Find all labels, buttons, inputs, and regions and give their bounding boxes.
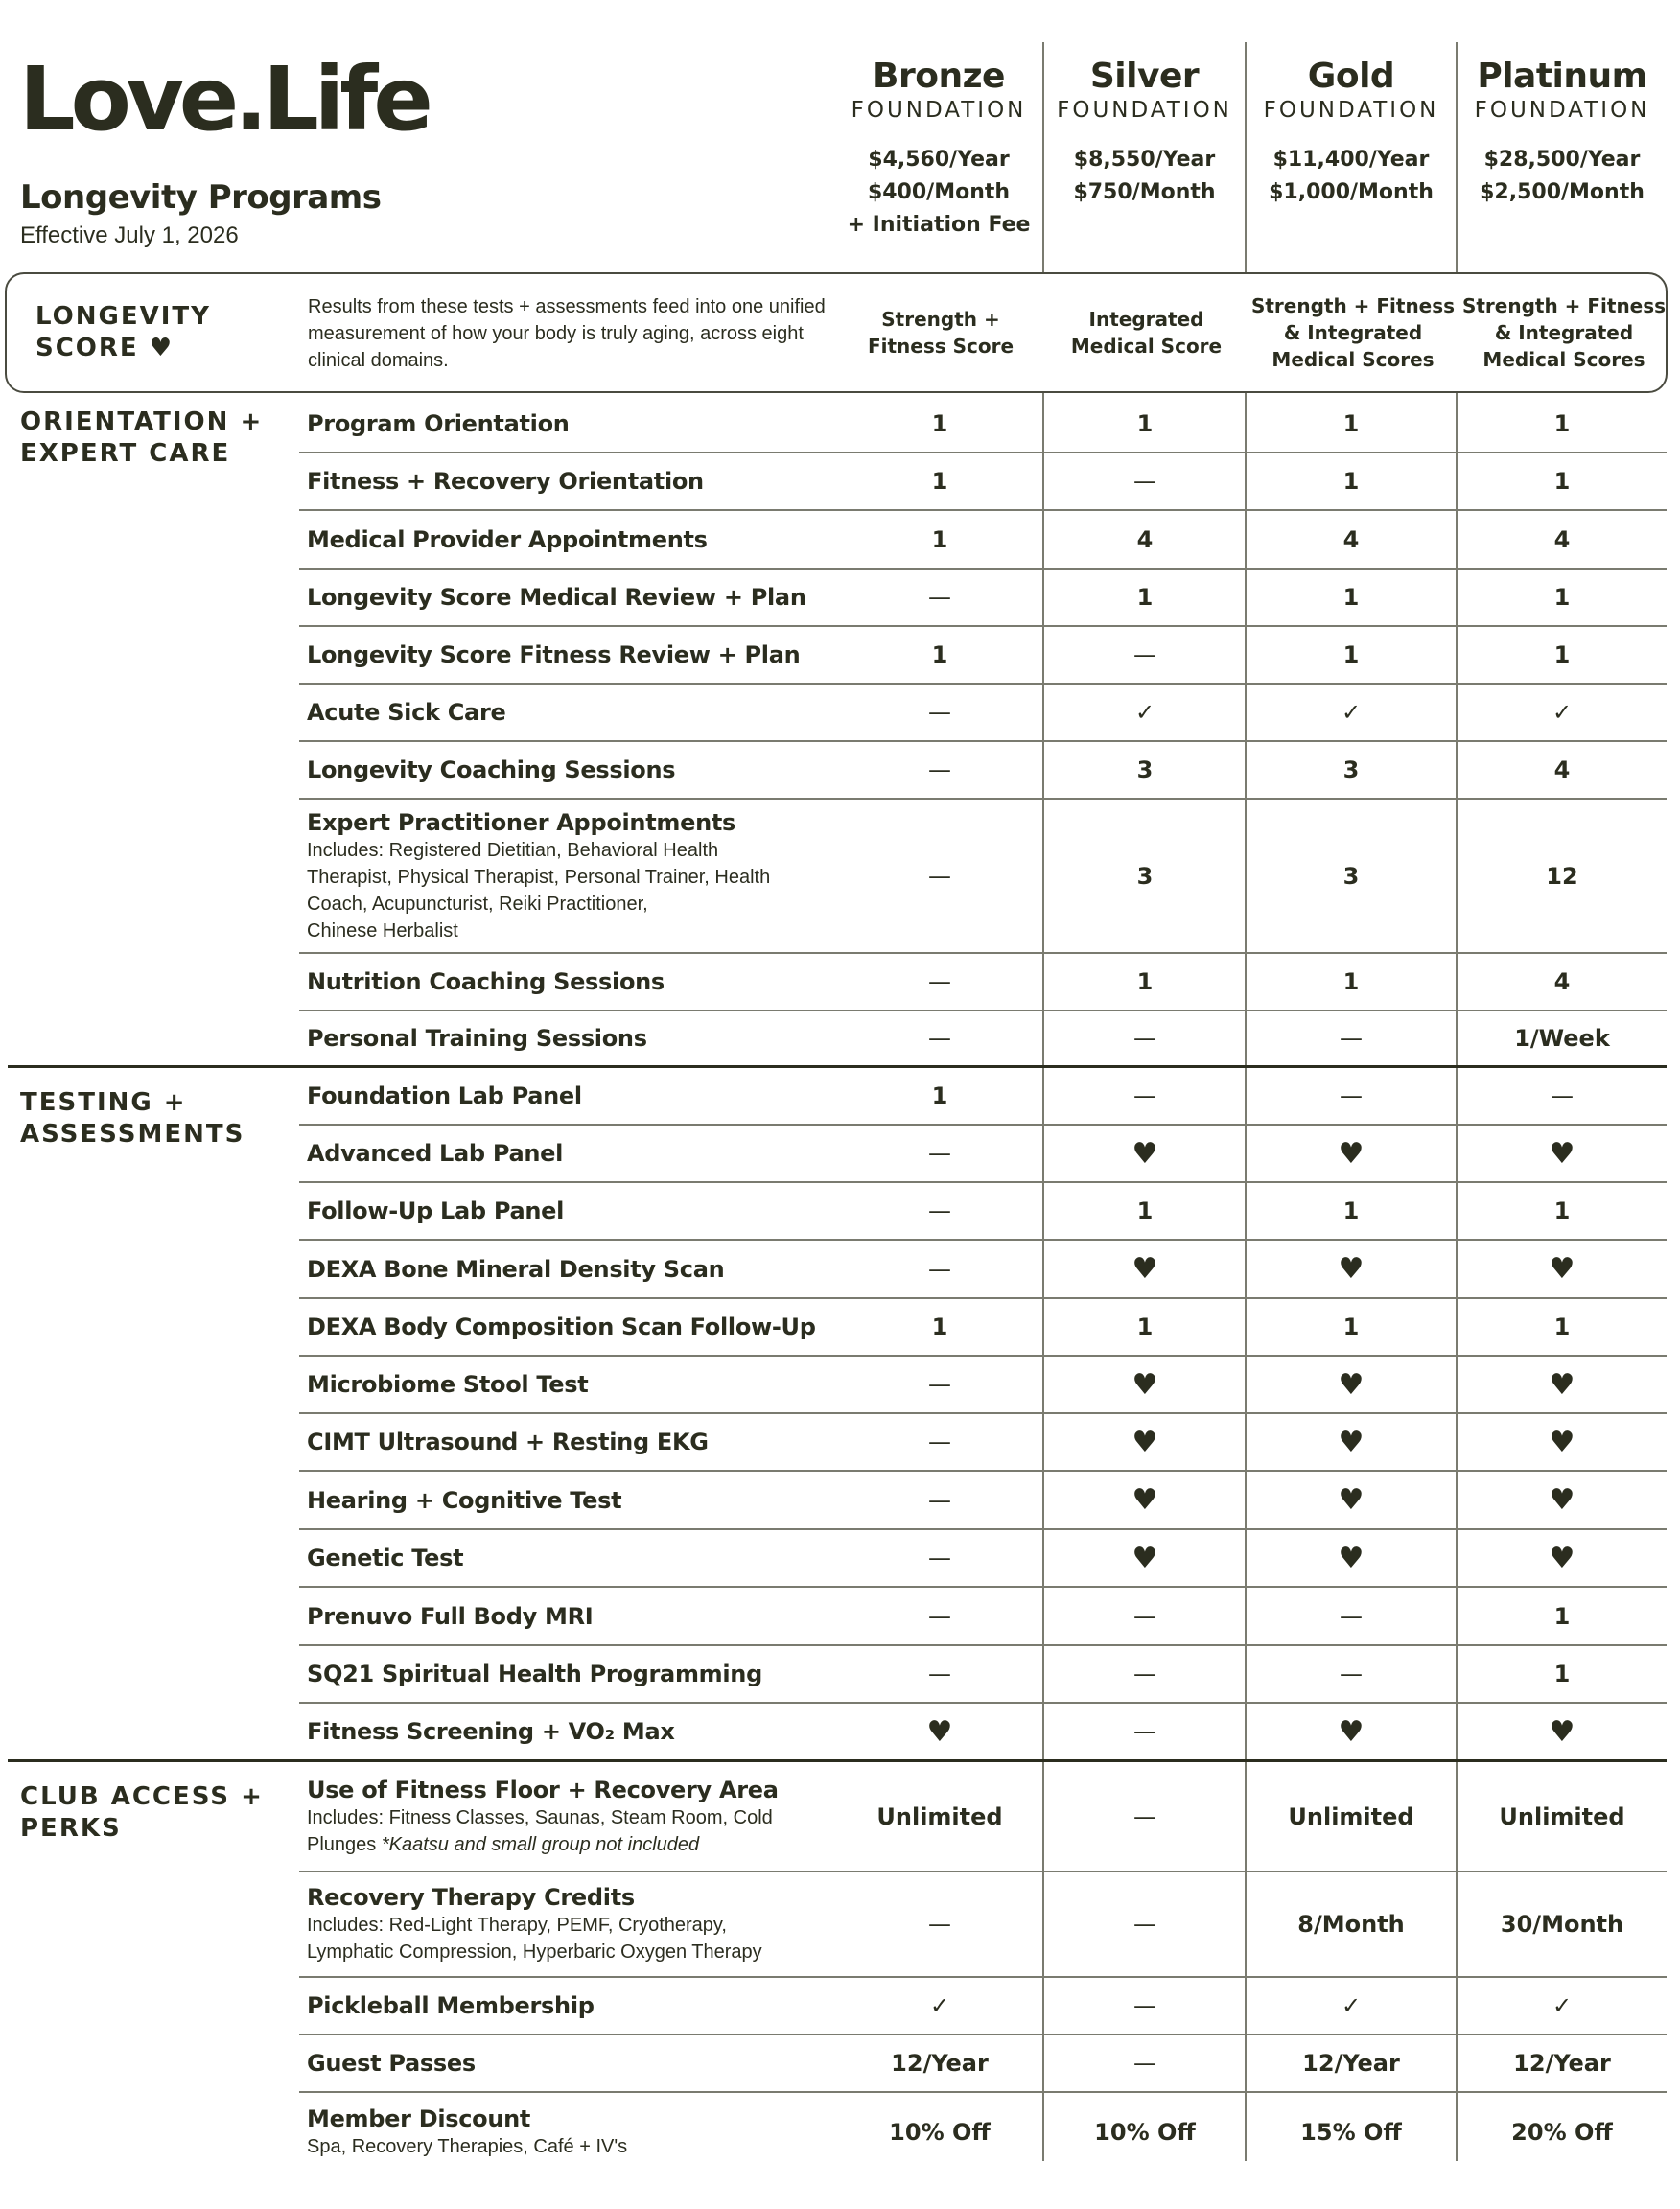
tier-name: Silver <box>1089 57 1200 96</box>
feature-title: SQ21 Spiritual Health Programming <box>307 1661 762 1687</box>
feature-cell <box>307 511 844 568</box>
value-cell-silver: — <box>1133 1718 1156 1745</box>
feature-cell <box>307 627 844 683</box>
feature-title: Acute Sick Care <box>307 699 506 726</box>
tier-bronze-header <box>836 56 1041 242</box>
table-row <box>299 1530 1667 1588</box>
table-row <box>299 1299 1667 1357</box>
feature-cell <box>307 1704 844 1759</box>
table-row <box>299 627 1667 685</box>
table-row <box>299 1646 1667 1704</box>
value-cell-platinum: 4 <box>1553 756 1571 783</box>
value-cell-platinum: 20% Off <box>1511 2118 1613 2146</box>
value-cell-platinum: 30/Month <box>1500 1911 1624 1938</box>
heart-icon: ♥ <box>1549 1483 1575 1517</box>
section-label-line: ASSESSMENTS <box>20 1120 245 1149</box>
value-cell-gold: 1 <box>1342 968 1360 995</box>
feature-detail: Includes: Fitness Classes, Saunas, Steam Room, Cold <box>307 1806 773 1828</box>
score-cell-platinum <box>1459 274 1668 391</box>
value-cell-bronze: 1 <box>931 409 948 437</box>
value-cell-bronze: — <box>928 1198 951 1224</box>
feature-title: Microbiome Stool Test <box>307 1371 589 1398</box>
value-cell-gold: 1 <box>1342 409 1360 437</box>
value-cell-platinum: 4 <box>1553 525 1571 553</box>
value-cell-bronze: — <box>928 1661 951 1687</box>
table-row <box>8 1011 1667 1068</box>
score-cell-line: Strength + <box>881 308 1000 331</box>
heart-icon: ♥ <box>1549 1136 1575 1171</box>
feature-title: Follow-Up Lab Panel <box>307 1198 565 1224</box>
feature-cell <box>307 1646 844 1702</box>
feature-detail: Coach, Acupuncturist, Reiki Practitioner, <box>307 893 648 915</box>
value-cell-silver: — <box>1133 1602 1156 1630</box>
feature-cell <box>307 1762 844 1871</box>
feature-cell <box>307 1068 844 1124</box>
table-row <box>299 570 1667 627</box>
value-cell-gold: Unlimited <box>1288 1802 1414 1830</box>
value-cell-gold: 4 <box>1342 525 1360 553</box>
value-cell-silver: 3 <box>1136 862 1154 890</box>
feature-cell <box>307 685 844 740</box>
score-cell-line: Strength + Fitness <box>1250 294 1456 317</box>
feature-detail: Includes: Registered Dietitian, Behavioral Health <box>307 839 719 861</box>
value-cell-gold: 1 <box>1342 1314 1360 1340</box>
value-cell-gold: — <box>1340 1025 1363 1052</box>
value-cell-bronze: — <box>928 1486 951 1514</box>
value-cell-gold: 15% Off <box>1300 2118 1402 2146</box>
value-cell-platinum: 1 <box>1553 468 1571 495</box>
heart-icon: ♥ <box>1132 1136 1158 1171</box>
value-cell-gold: 1 <box>1342 1198 1360 1224</box>
section-label-line: PERKS <box>20 1814 122 1843</box>
score-cell-line: Medical Scores <box>1482 348 1645 371</box>
heart-icon: ♥ <box>1132 1483 1158 1517</box>
tier-price: $8,550/Year <box>1073 148 1216 172</box>
heart-icon: ♥ <box>1549 1367 1575 1402</box>
feature-cell <box>307 1183 844 1239</box>
page-title: Longevity Programs <box>20 178 382 217</box>
value-cell-platinum: 1/Week <box>1514 1025 1610 1052</box>
value-cell-platinum: 12/Year <box>1513 2050 1611 2077</box>
value-cell-platinum: 1 <box>1553 1602 1571 1630</box>
value-cell-bronze: — <box>928 1911 951 1938</box>
heart-icon: ♥ <box>1132 1367 1158 1402</box>
feature-title: Longevity Score Medical Review + Plan <box>307 584 806 611</box>
value-cell-bronze: — <box>928 1255 951 1283</box>
table-row <box>299 1241 1667 1299</box>
heart-icon: ♥ <box>1338 1541 1365 1575</box>
tier-name: Gold <box>1307 57 1395 96</box>
value-cell-bronze: 1 <box>931 641 948 668</box>
heart-icon: ♥ <box>1549 1714 1575 1749</box>
value-cell-platinum: 1 <box>1553 409 1571 437</box>
feature-title: Longevity Coaching Sessions <box>307 756 676 783</box>
score-cell-gold <box>1248 274 1458 391</box>
heart-icon: ♥ <box>149 334 173 362</box>
value-cell-gold: — <box>1340 1661 1363 1687</box>
check-icon: ✓ <box>1341 699 1362 726</box>
heart-icon: ♥ <box>1549 1425 1575 1459</box>
tier-price: $400/Month <box>867 180 1011 204</box>
value-cell-silver: 4 <box>1136 525 1154 553</box>
score-cell-line: Medical Scores <box>1272 348 1435 371</box>
value-cell-silver: — <box>1133 1661 1156 1687</box>
check-icon: ✓ <box>1134 699 1155 726</box>
longevity-score-description: Results from these tests + assessments feed into one unified measurement of how your body is truly aging, across eight clinical domains. <box>308 296 826 371</box>
value-cell-silver: 3 <box>1136 756 1154 783</box>
effective-date: Effective July 1, 2026 <box>20 222 239 248</box>
value-cell-gold: 1 <box>1342 641 1360 668</box>
feature-cell <box>307 2093 844 2171</box>
feature-detail: Includes: Red-Light Therapy, PEMF, Cryotherapy, <box>307 1915 727 1936</box>
feature-title: Advanced Lab Panel <box>307 1140 564 1167</box>
feature-title: Fitness Screening + VO₂ Max <box>307 1718 675 1745</box>
tier-price: $28,500/Year <box>1483 148 1641 172</box>
section-label-line: ORIENTATION + <box>20 407 264 436</box>
feature-title: Prenuvo Full Body MRI <box>307 1602 594 1630</box>
section-label-line: EXPERT CARE <box>20 439 231 468</box>
value-cell-silver: — <box>1133 468 1156 495</box>
feature-title: Nutrition Coaching Sessions <box>307 968 665 995</box>
feature-title: Program Orientation <box>307 409 570 437</box>
table-row <box>299 1472 1667 1530</box>
score-cell-silver <box>1046 274 1247 391</box>
value-cell-bronze: — <box>928 1371 951 1398</box>
table-row <box>299 2035 1667 2093</box>
feature-cell <box>307 742 844 798</box>
feature-cell <box>307 800 844 952</box>
table-row <box>299 954 1667 1011</box>
score-cell-line: Strength + Fitness <box>1461 294 1667 317</box>
feature-title: Foundation Lab Panel <box>307 1082 582 1109</box>
value-cell-bronze: — <box>928 1429 951 1455</box>
score-cell-line: & Integrated <box>1494 321 1634 344</box>
check-icon: ✓ <box>1552 1992 1573 2019</box>
table-row <box>299 2093 1667 2171</box>
feature-cell <box>307 1530 844 1586</box>
check-icon: ✓ <box>1341 1992 1362 2019</box>
section-label-testing <box>20 1087 245 1151</box>
heart-icon: ♥ <box>1338 1714 1365 1749</box>
tier-price: + Initiation Fee <box>847 213 1031 237</box>
tier-sub: FOUNDATION <box>851 98 1027 123</box>
value-cell-gold: 1 <box>1342 468 1360 495</box>
heart-icon: ♥ <box>1132 1252 1158 1286</box>
feature-cell <box>307 954 844 1010</box>
feature-title: Use of Fitness Floor + Recovery Area <box>307 1776 779 1803</box>
feature-title: CIMT Ultrasound + Resting EKG <box>307 1429 709 1455</box>
value-cell-platinum: Unlimited <box>1499 1802 1625 1830</box>
feature-title: Longevity Score Fitness Review + Plan <box>307 641 801 668</box>
value-cell-bronze: 1 <box>931 1314 948 1340</box>
section-label-line: CLUB ACCESS + <box>20 1782 264 1811</box>
score-cell-line: Integrated <box>1088 308 1204 331</box>
feature-cell <box>307 570 844 625</box>
value-cell-platinum: — <box>1551 1082 1574 1109</box>
tier-gold-header <box>1247 56 1456 209</box>
tier-price: $750/Month <box>1073 180 1216 204</box>
table-row <box>299 1588 1667 1646</box>
heart-icon: ♥ <box>1132 1541 1158 1575</box>
table-row <box>299 800 1667 954</box>
value-cell-bronze: — <box>928 1602 951 1630</box>
value-cell-silver: — <box>1133 2050 1156 2077</box>
table-row <box>299 1872 1667 1978</box>
brand-logo: Love.Life <box>19 48 429 151</box>
check-icon: ✓ <box>929 1992 950 2019</box>
heart-icon: ♥ <box>1549 1541 1575 1575</box>
feature-detail-text: Plunges <box>307 1833 382 1855</box>
feature-title: Fitness + Recovery Orientation <box>307 468 704 495</box>
value-cell-silver: 1 <box>1136 1314 1154 1340</box>
tier-price: $4,560/Year <box>868 148 1010 172</box>
tier-sub: FOUNDATION <box>1263 98 1439 123</box>
score-cell-bronze <box>838 274 1043 391</box>
table-row <box>299 453 1667 511</box>
table-row <box>299 395 1667 453</box>
value-cell-platinum: 1 <box>1553 584 1571 611</box>
section-label-line: TESTING + <box>20 1088 187 1117</box>
feature-detail <box>307 1831 844 1858</box>
heart-icon: ♥ <box>1338 1252 1365 1286</box>
score-cell-line: Medical Score <box>1070 335 1223 358</box>
table-row <box>299 1357 1667 1414</box>
heart-icon: ♥ <box>1338 1483 1365 1517</box>
heart-icon: ♥ <box>1338 1425 1365 1459</box>
value-cell-bronze: 1 <box>931 1082 948 1109</box>
feature-cell <box>307 1978 844 2034</box>
table-row <box>299 1762 1667 1872</box>
feature-title: Pickleball Membership <box>307 1992 595 2019</box>
feature-cell <box>307 1357 844 1412</box>
table-row <box>299 742 1667 800</box>
value-cell-platinum: 1 <box>1553 1198 1571 1224</box>
feature-cell <box>307 453 844 509</box>
value-cell-silver: 1 <box>1136 409 1154 437</box>
value-cell-silver: 1 <box>1136 1198 1154 1224</box>
value-cell-gold: — <box>1340 1082 1363 1109</box>
tier-sub: FOUNDATION <box>1474 98 1650 123</box>
feature-cell <box>307 395 844 452</box>
heart-icon: ♥ <box>1338 1136 1365 1171</box>
feature-cell <box>307 1472 844 1528</box>
tier-name: Platinum <box>1477 57 1647 96</box>
value-cell-silver: 1 <box>1136 968 1154 995</box>
heart-icon: ♥ <box>926 1714 953 1749</box>
feature-cell <box>307 1872 844 1976</box>
value-cell-bronze: — <box>928 1025 951 1052</box>
value-cell-bronze: 1 <box>931 525 948 553</box>
value-cell-platinum: 1 <box>1553 1661 1571 1687</box>
feature-detail: Spa, Recovery Therapies, Café + IV's <box>307 2135 628 2157</box>
value-cell-bronze: — <box>928 756 951 783</box>
feature-title: Recovery Therapy Credits <box>307 1884 635 1911</box>
longevity-score-label <box>35 301 211 364</box>
value-cell-platinum: 4 <box>1553 968 1571 995</box>
value-cell-bronze: Unlimited <box>876 1802 1003 1830</box>
value-cell-bronze: — <box>928 584 951 611</box>
feature-title: Hearing + Cognitive Test <box>307 1486 622 1514</box>
value-cell-silver: — <box>1133 641 1156 668</box>
value-cell-bronze: 12/Year <box>891 2050 989 2077</box>
heart-icon: ♥ <box>1338 1367 1365 1402</box>
feature-detail: Chinese Herbalist <box>307 919 458 942</box>
value-cell-gold: 3 <box>1342 756 1360 783</box>
feature-cell <box>307 1299 844 1355</box>
value-cell-bronze: 10% Off <box>889 2118 991 2146</box>
feature-cell <box>307 1011 844 1065</box>
table-row <box>299 1978 1667 2035</box>
value-cell-gold: — <box>1340 1602 1363 1630</box>
feature-cell <box>307 2035 844 2091</box>
value-cell-silver: — <box>1133 1025 1156 1052</box>
table-row <box>299 511 1667 570</box>
value-cell-platinum: 1 <box>1553 1314 1571 1340</box>
table-row <box>299 1068 1667 1126</box>
value-cell-platinum: 1 <box>1553 641 1571 668</box>
heart-icon: ♥ <box>1549 1252 1575 1286</box>
value-cell-bronze: — <box>928 968 951 995</box>
feature-title: Medical Provider Appointments <box>307 525 708 553</box>
tier-platinum-header <box>1458 56 1667 209</box>
feature-title: Personal Training Sessions <box>307 1025 647 1052</box>
value-cell-bronze: — <box>928 1545 951 1571</box>
check-icon: ✓ <box>1552 699 1573 726</box>
value-cell-gold: 12/Year <box>1302 2050 1400 2077</box>
score-label-line: SCORE <box>35 334 139 362</box>
value-cell-bronze: — <box>928 1140 951 1167</box>
feature-title: Expert Practitioner Appointments <box>307 808 736 836</box>
value-cell-bronze: — <box>928 699 951 726</box>
table-row <box>299 685 1667 742</box>
tier-silver-header <box>1044 56 1245 209</box>
value-cell-silver: — <box>1133 1911 1156 1938</box>
value-cell-platinum: 12 <box>1546 862 1578 890</box>
feature-title: Genetic Test <box>307 1545 464 1571</box>
feature-cell <box>307 1414 844 1470</box>
value-cell-silver: — <box>1133 1802 1156 1830</box>
tier-name: Bronze <box>873 57 1005 96</box>
table-row <box>299 1126 1667 1183</box>
feature-title: DEXA Bone Mineral Density Scan <box>307 1255 725 1283</box>
feature-cell <box>307 1588 844 1644</box>
table-row <box>299 1183 1667 1241</box>
feature-detail: Lymphatic Compression, Hyperbaric Oxygen Therapy <box>307 1942 762 1963</box>
value-cell-bronze: — <box>928 862 951 890</box>
feature-title: DEXA Body Composition Scan Follow-Up <box>307 1314 816 1340</box>
heart-icon: ♥ <box>1132 1425 1158 1459</box>
score-label-line: LONGEVITY <box>35 302 211 331</box>
table-row <box>8 1704 1667 1762</box>
longevity-score-box <box>5 272 1668 393</box>
value-cell-gold: 3 <box>1342 862 1360 890</box>
value-cell-gold: 8/Month <box>1297 1911 1405 1938</box>
feature-title: Member Discount <box>307 2104 531 2132</box>
value-cell-silver: 1 <box>1136 584 1154 611</box>
value-cell-silver: — <box>1133 1082 1156 1109</box>
value-cell-silver: — <box>1133 1992 1156 2019</box>
section-label-orientation <box>20 407 263 470</box>
value-cell-bronze: 1 <box>931 468 948 495</box>
tier-price: $2,500/Month <box>1480 180 1645 204</box>
section-label-club <box>20 1781 264 1845</box>
value-cell-silver: 10% Off <box>1094 2118 1196 2146</box>
value-cell-gold: 1 <box>1342 584 1360 611</box>
table-row <box>299 1414 1667 1472</box>
feature-detail: Therapist, Physical Therapist, Personal Trainer, Health <box>307 866 771 888</box>
feature-title: Guest Passes <box>307 2050 476 2077</box>
score-cell-line: Fitness Score <box>867 335 1015 358</box>
feature-cell <box>307 1241 844 1297</box>
feature-cell <box>307 1126 844 1181</box>
tier-price: $1,000/Month <box>1269 180 1434 204</box>
score-cell-line: & Integrated <box>1283 321 1423 344</box>
feature-detail-note: *Kaatsu and small group not included <box>381 1833 700 1855</box>
tier-sub: FOUNDATION <box>1057 98 1232 123</box>
tier-price: $11,400/Year <box>1272 148 1430 172</box>
